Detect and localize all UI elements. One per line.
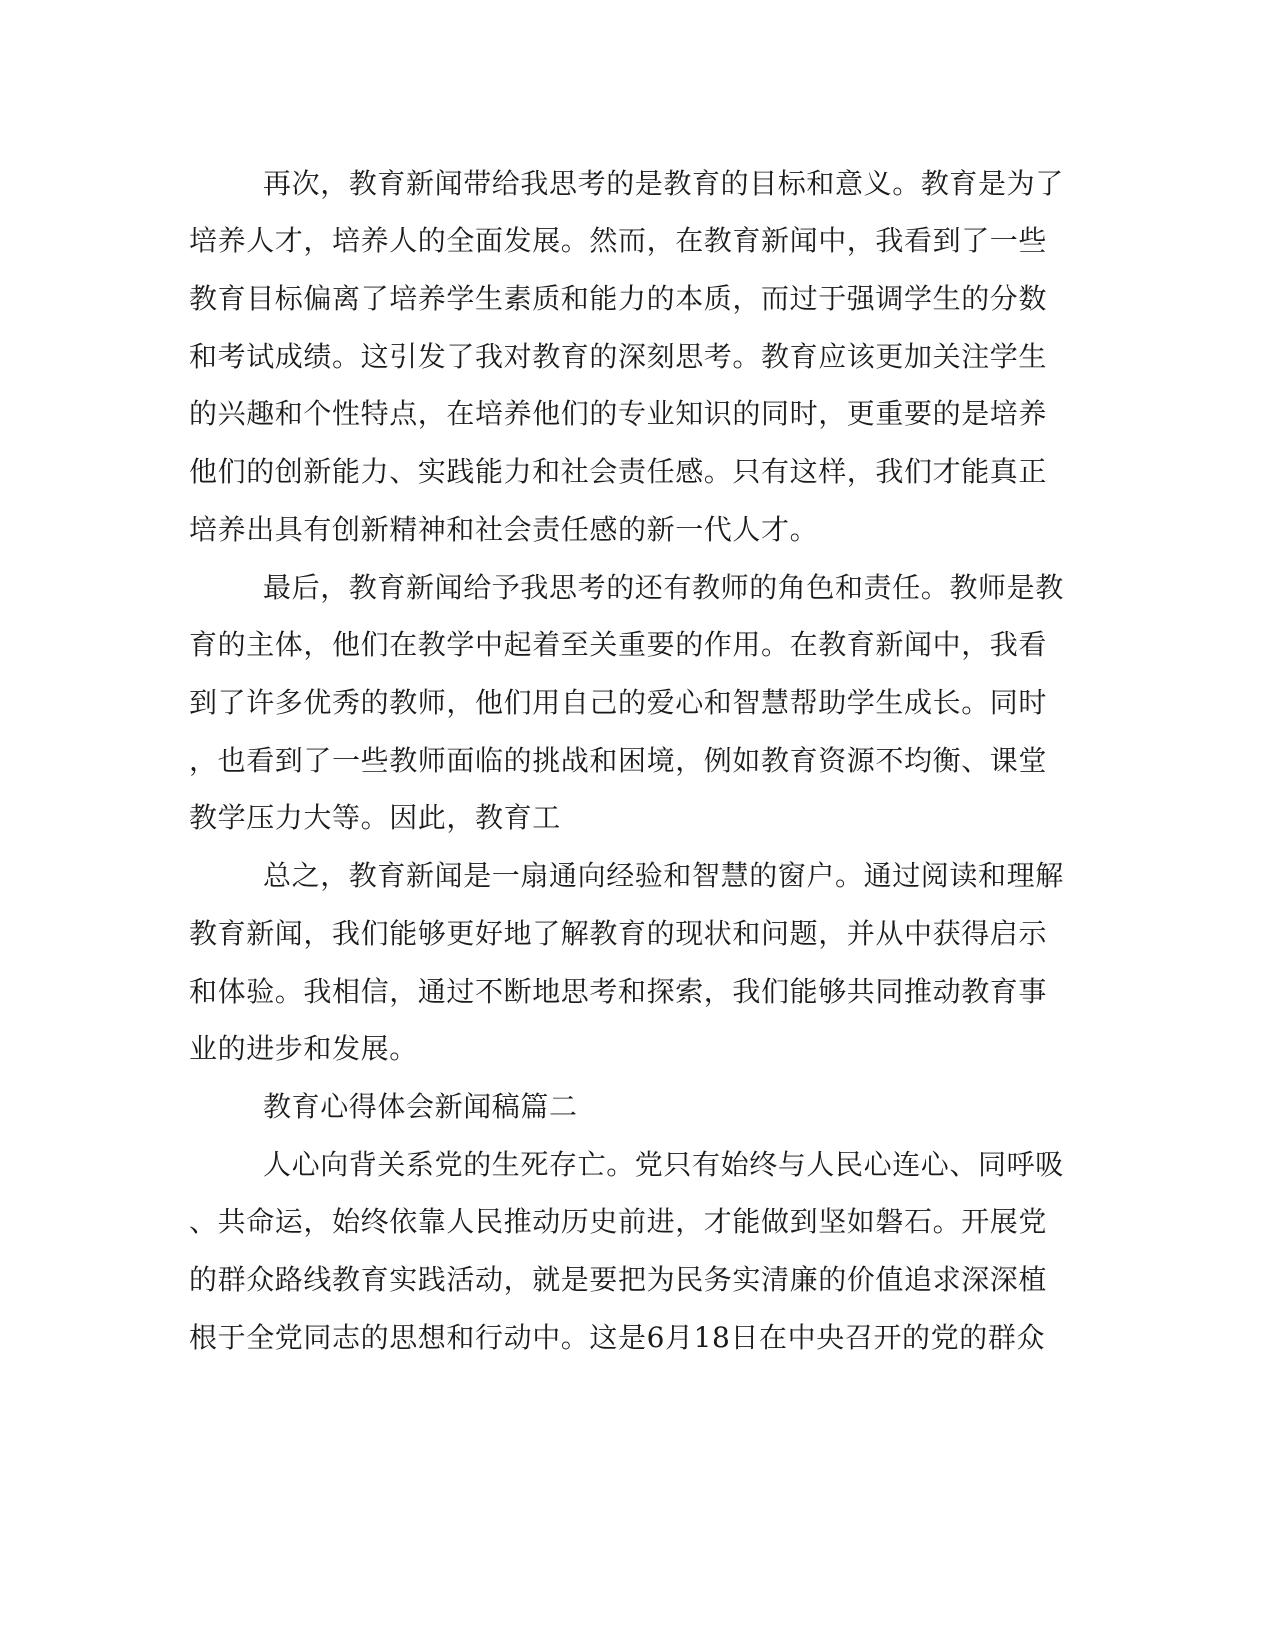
paragraph-line: 教学压力大等。因此，教育工	[189, 801, 561, 834]
paragraph-line: 的群众路线教育实践活动，就是要把为民务实清廉的价值追求深深植	[189, 1263, 1048, 1296]
paragraph-line: 他们的创新能力、实践能力和社会责任感。只有这样，我们才能真正	[189, 455, 1048, 488]
paragraph-line: 总之，教育新闻是一扇通向经验和智慧的窗户。通过阅读和理解	[263, 859, 1064, 892]
section-heading: 教育心得体会新闻稿篇二	[263, 1090, 578, 1123]
paragraph-line: 到了许多优秀的教师，他们用自己的爱心和智慧帮助学生成长。同时	[189, 686, 1048, 719]
paragraph-line: 的兴趣和个性特点，在培养他们的专业知识的同时，更重要的是培养	[189, 397, 1048, 430]
paragraph-line: ，也看到了一些教师面临的挑战和困境，例如教育资源不均衡、课堂	[189, 744, 1048, 777]
paragraph-line: 教育新闻，我们能够更好地了解教育的现状和问题，并从中获得启示	[189, 917, 1048, 950]
paragraph-line: 再次，教育新闻带给我思考的是教育的目标和意义。教育是为了	[263, 167, 1064, 200]
paragraph-line: 最后，教育新闻给予我思考的还有教师的角色和责任。教师是教	[263, 571, 1064, 604]
paragraph-line: 培养人才，培养人的全面发展。然而，在教育新闻中，我看到了一些	[189, 224, 1048, 257]
paragraph-line: 培养出具有创新精神和社会责任感的新一代人才。	[189, 513, 819, 546]
paragraph-line: 人心向背关系党的生死存亡。党只有始终与人民心连心、同呼吸	[263, 1148, 1064, 1181]
paragraph-line: 教育目标偏离了培养学生素质和能力的本质，而过于强调学生的分数	[189, 282, 1048, 315]
paragraph-line: 育的主体，他们在教学中起着至关重要的作用。在教育新闻中，我看	[189, 628, 1048, 661]
paragraph-line: 业的进步和发展。	[189, 1032, 418, 1065]
paragraph-line: 、共命运，始终依靠人民推动历史前进，才能做到坚如磐石。开展党	[189, 1205, 1048, 1238]
paragraph-line: 和体验。我相信，通过不断地思考和探索，我们能够共同推动教育事	[189, 975, 1048, 1008]
paragraph-line: 根于全党同志的思想和行动中。这是6月18日在中央召开的党的群众	[189, 1321, 1046, 1354]
paragraph-line: 和考试成绩。这引发了我对教育的深刻思考。教育应该更加关注学生	[189, 340, 1048, 373]
